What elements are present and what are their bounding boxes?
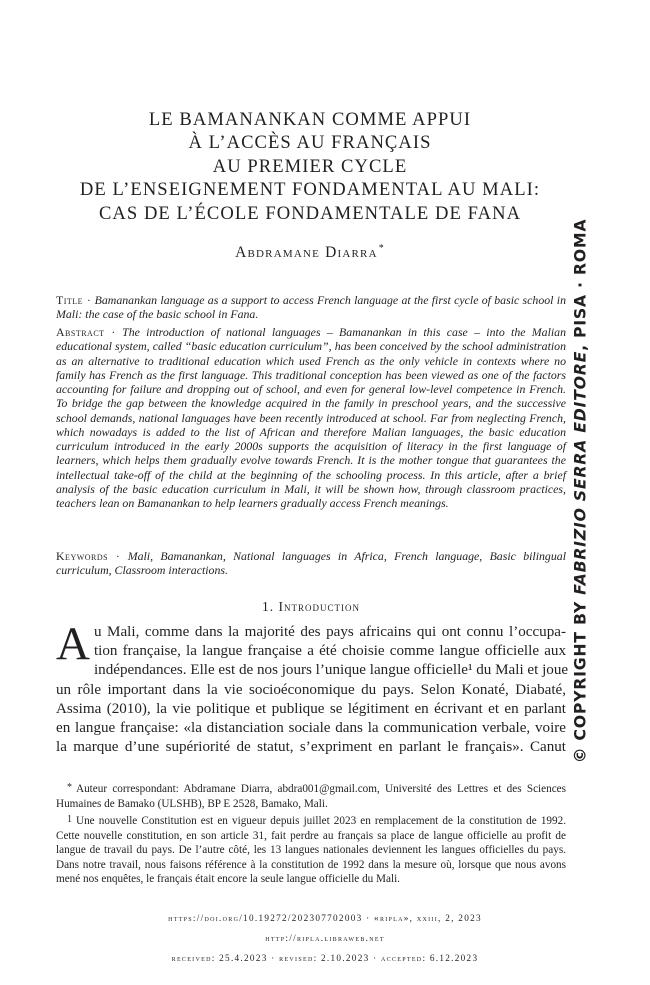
keywords-paragraph [56, 549, 566, 578]
author-footnote-mark: * [378, 243, 385, 254]
copyright-sidebar [567, 218, 593, 764]
drop-cap: A [56, 618, 90, 670]
footer-url: http://ripla.libraweb.net [265, 933, 385, 943]
footnote-mark: 1 [67, 814, 72, 825]
title-line-4: DE L’ENSEIGNEMENT FONDAMENTAL AU MALI: [79, 179, 541, 201]
abstract-label: Abstract · [56, 325, 116, 339]
body-line: Assima (2010), la vie politique et publique se légitiment en écrivant et en parlant [56, 700, 566, 717]
footnote-text: Une nouvelle Constitution est en vigueur depuis juillet 2023 en remplacement de la constitution de 1992. Cette nouvelle constitution, en son article 31, fait perdre au français sa place de langue officielle au profit de langue de travail du pays. De l’autre côté, les 13 langues nationales deviennent les langues officielles du pays. Dans notre travail, nous faisons référence à la constitution de 1992 dans la mesure où, lorsque que nous avons mené nos enquêtes, le français était encore la seule langue officielle du Mali. [56, 815, 566, 885]
keywords-text: Mali, Bamanankan, National languages in Africa, French language, Basic bilingual curriculum, Classroom interactions. [56, 549, 566, 578]
english-title-label: Title · [56, 293, 92, 307]
author-name: Abdramane Diarra [235, 244, 378, 261]
footer-dates: received: 25.4.2023 · revised: 2.10.2023 · accepted: 6.12.2023 [171, 953, 479, 963]
introduction-body [56, 618, 569, 757]
keywords-label: Keywords · [56, 549, 121, 563]
title-line-1: LE BAMANANKAN COMME APPUI [148, 109, 472, 130]
footnote-text: Auteur correspondant: Abdramane Diarra, abdra001@gmail.com, Université des Lettres et des Sciences Humaines de Bamako (ULSHB), BP E 2528, Bamako, Mali. [56, 783, 566, 810]
author-line [40, 243, 580, 262]
copyright-publisher: FABRIZIO SERRA EDITORE [570, 350, 590, 595]
title-line-5: CAS DE L’ÉCOLE FONDAMENTALE DE FANA [98, 202, 522, 224]
title-line-3: AU PREMIER CYCLE [212, 155, 408, 177]
copyright-notice [571, 219, 590, 764]
footer-doi: https://doi.org/10.19272/202307702003 · «ripla», xxiii, 2, 2023 [168, 913, 482, 923]
footnote-mark: * [67, 782, 72, 793]
copyright-suffix: , PISA · ROMA [570, 218, 590, 351]
footnote-author [56, 781, 566, 811]
title-line-2: À L’ACCÈS AU FRANÇAIS [188, 132, 432, 154]
body-line: indépendances. Elle est de nos jours l’unique langue officielle¹ du Mali et joue [93, 662, 569, 679]
body-line: un rôle important dans la vie socioéconomique du pays. Selon Konaté, Diabaté, [56, 681, 566, 698]
body-line: u Mali, comme dans la majorité des pays africains qui ont connu l’occupa- [93, 624, 566, 640]
body-line: tion française, la langue française a été choisie comme langue officielle aux [93, 643, 566, 660]
article-title [40, 108, 580, 225]
english-title-paragraph [56, 293, 566, 322]
copyright-prefix: © COPYRIGHT BY [570, 594, 590, 764]
english-title-text: Bamanankan language as a support to access French language at the first cycle of basic school in Mali: the case of the basic school in Fana. [56, 293, 566, 322]
abstract-paragraph [56, 325, 566, 510]
body-line: en langue française: «la distanciation sociale dans la communication verbale, voire [56, 720, 566, 737]
section-heading: 1. Introduction [262, 599, 360, 614]
footnote-1 [56, 813, 566, 887]
body-line: la marque d’une supériorité de statut, s’expriment en parlant le français». Canut [56, 739, 566, 756]
abstract-text: The introduction of national languages – Bamanankan in this case – into the Malian educational system, called “basic education curriculum”, has been conceived by the school administration as an alternative to traditional education which used French as the only vehicle in contexts where no family has French as the first language. This traditional conception has been viewed as one of the factors accounting for failure and dropping out of school, and even for general low-level competence in French. To bridge the gap between the knowledge acquired in the family in preschool years, and the successive school demands, national languages have been recently introduced at school. Far from neglecting French, which nowadays is added to the list of African and therefore Malian languages, the basic education curriculum introduced in the early 2000s supports the acquisition of literacy in the first language of learners, which helps them gradually evolve towards French. It is the mother tongue that guarantees the intellectual take-off of the child at the beginning of the schooling process. In this article, after a brief analysis of the basic education curriculum in Mali, it will be shown how, through classroom practices, teachers lean on Bamanankan to help learners gradually access French meanings. [56, 325, 567, 510]
